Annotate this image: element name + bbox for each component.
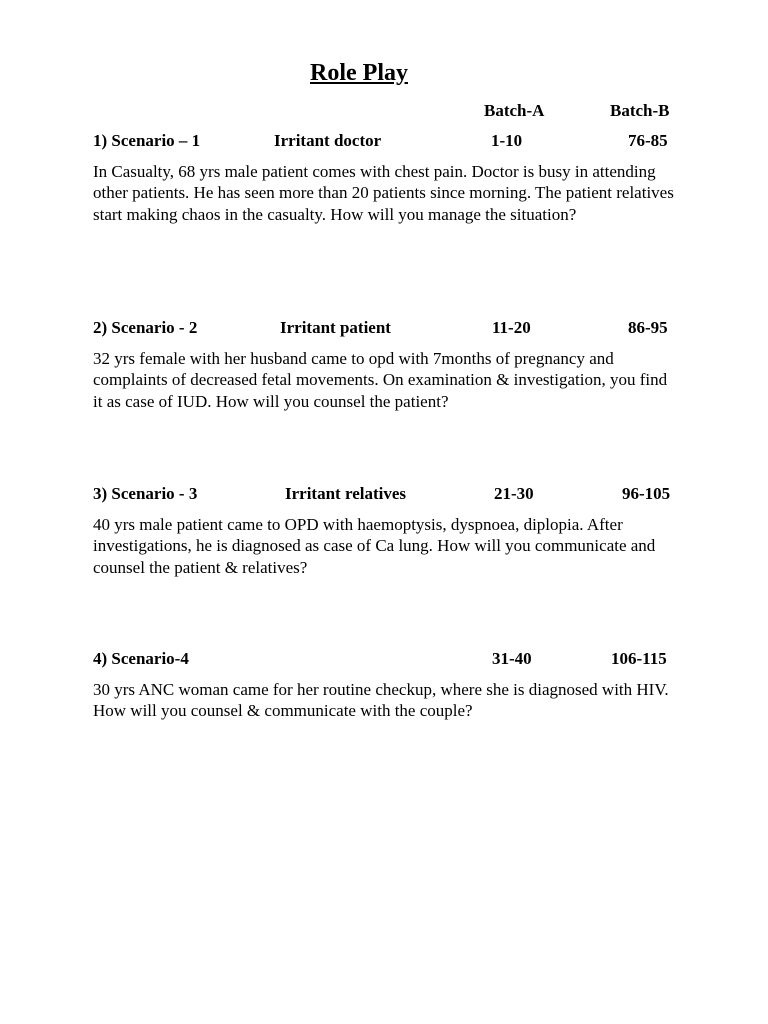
scenario-batch-b: 96-105 bbox=[622, 484, 671, 503]
scenario-1-header bbox=[0, 131, 768, 153]
scenario-label: 1) Scenario – 1 bbox=[93, 131, 201, 150]
scenario-batch-a: 31-40 bbox=[492, 649, 532, 668]
scenario-batch-a: 21-30 bbox=[494, 484, 534, 503]
scenario-3-header bbox=[0, 484, 768, 506]
scenario-label: 2) Scenario - 2 bbox=[93, 318, 198, 337]
scenario-4-description: 30 yrs ANC woman came for her routine checkup, where she is diagnosed with HIV. How will you counsel & communicate with the couple? bbox=[93, 680, 669, 721]
scenario-4-header bbox=[0, 649, 768, 671]
scenario-batch-b: 76-85 bbox=[628, 131, 668, 150]
scenario-role: Irritant doctor bbox=[274, 131, 382, 150]
scenario-label: 3) Scenario - 3 bbox=[93, 484, 198, 503]
batch-a-header: Batch-A bbox=[484, 101, 545, 120]
page-title: Role Play bbox=[310, 60, 408, 86]
scenario-role: Irritant relatives bbox=[285, 484, 407, 503]
scenario-2-description: 32 yrs female with her husband came to opd with 7months of pregnancy and complaints of decreased fetal movements. On examination & investigation, you find it as case of IUD. How will you counsel the patient? bbox=[93, 349, 668, 411]
scenario-label: 4) Scenario-4 bbox=[93, 649, 189, 668]
scenario-batch-a: 1-10 bbox=[491, 131, 523, 150]
scenario-2-header bbox=[0, 318, 768, 340]
scenario-batch-b: 86-95 bbox=[628, 318, 668, 337]
scenario-3-description: 40 yrs male patient came to OPD with haemoptysis, dyspnoea, diplopia. After investigations, he is diagnosed as case of Ca lung. How will you communicate and counsel the patient & relatives? bbox=[93, 515, 656, 577]
scenario-batch-a: 11-20 bbox=[492, 318, 531, 337]
scenario-batch-b: 106-115 bbox=[611, 649, 667, 668]
scenario-role: Irritant patient bbox=[280, 318, 391, 337]
scenario-1-description: In Casualty, 68 yrs male patient comes with chest pain. Doctor is busy in attending other patients. He has seen more than 20 patients since morning. The patient relatives start making chaos in the casualty. How will you manage the situation? bbox=[93, 162, 674, 224]
batch-b-header: Batch-B bbox=[610, 101, 670, 120]
